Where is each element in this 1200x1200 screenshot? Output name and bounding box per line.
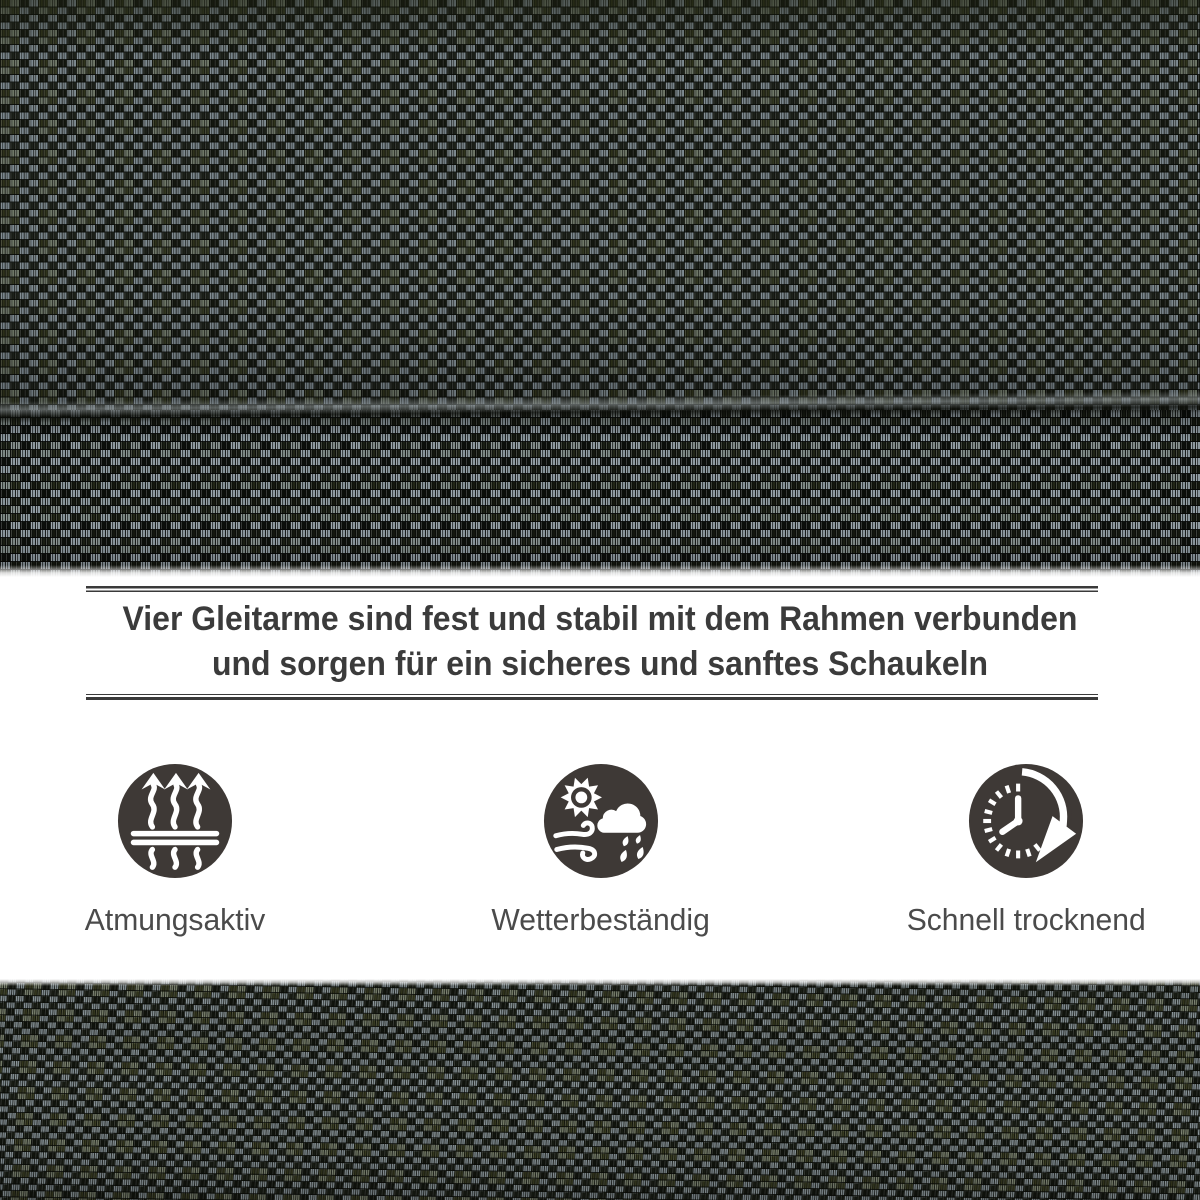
feature-label: Atmungsaktiv (84, 902, 266, 937)
feature-weather-resistant (431, 762, 771, 937)
quick-dry-icon (967, 762, 1085, 880)
heading-rule-top (86, 586, 1098, 593)
fabric-texture-top (0, 0, 1200, 577)
fabric-weave-lower (0, 410, 1200, 577)
heading-line-1: Vier Gleitarme sind fest und stabil mit dem Rahmen verbunden (122, 600, 1078, 638)
heading (0, 597, 1200, 687)
breathability-icon (116, 762, 234, 880)
feature-breathable (5, 762, 345, 937)
fabric-weave-bottom (0, 979, 1200, 1200)
heading-line-2: und sorgen für ein sicheres und sanftes Schaukeln (211, 645, 989, 683)
heading-rule-bottom (86, 694, 1098, 701)
feature-label: Schnell trocknend (906, 902, 1146, 937)
weather-resistant-icon (542, 762, 660, 880)
fabric-texture-bottom (0, 979, 1200, 1200)
fabric-weave-upper (0, 0, 1200, 410)
feature-label: Wetterbeständig (491, 902, 711, 937)
feature-quick-drying (856, 762, 1196, 937)
